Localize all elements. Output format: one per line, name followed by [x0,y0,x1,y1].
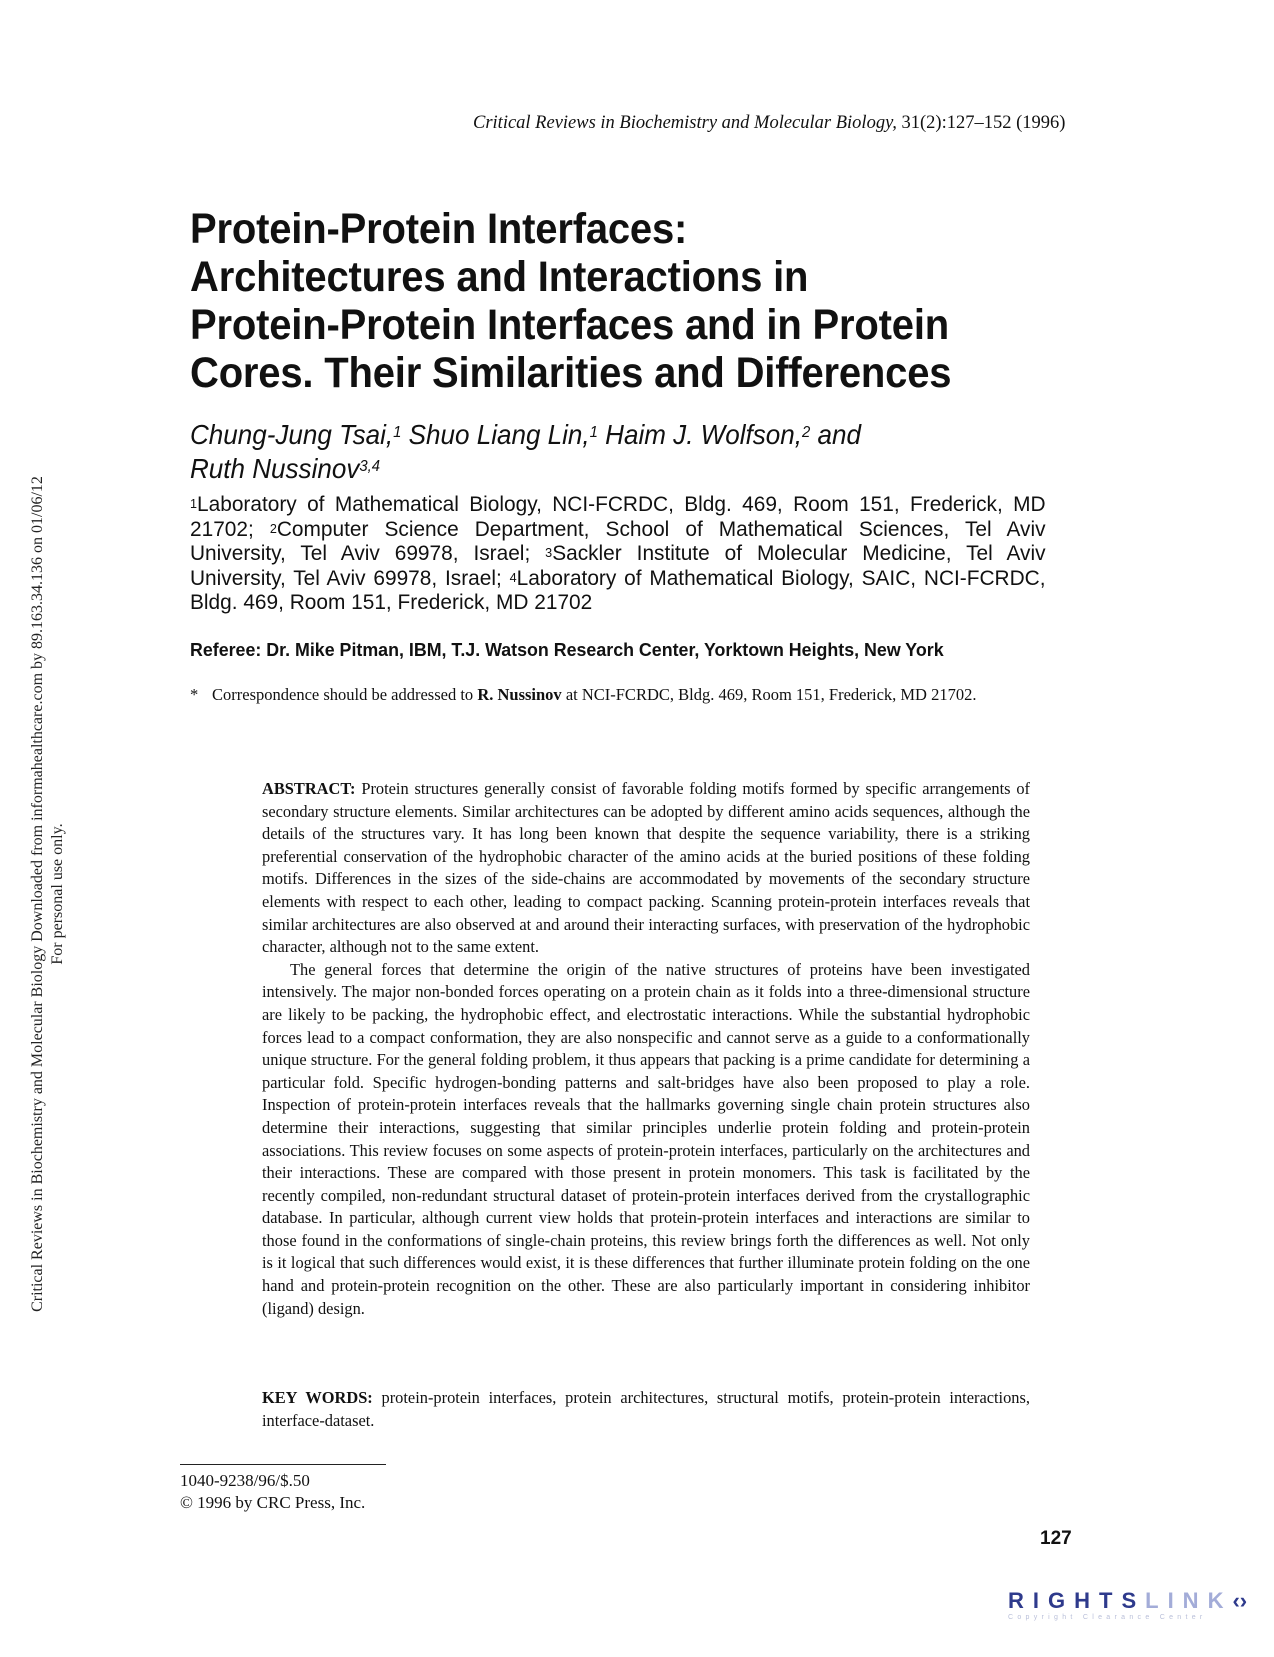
author-affiliation-marker: 3,4 [359,458,381,475]
abstract-paragraph-1 [262,778,1030,959]
footer-divider [180,1464,386,1465]
watermark-line-2: For personal use only. [49,823,66,965]
footer-publication-info [180,1470,365,1514]
article-title [190,205,1027,397]
author-affiliation-marker: 1 [393,424,402,441]
abstract-paragraph-2: The general forces that determine the origin of the native structures of proteins have been investigated intensively. The major non-bonded forces operating on a protein chain as it folds into a three-dimensional structure are likely to be packing, the hydrophobic effect, and electrostatic interactions. While the substantial hydrophobic forces lead to a compact conformation, they are also nonspecific and cannot serve as a guide to a conformationally unique structure. For the general folding problem, it thus appears that packing is a prime candidate for determining a particular fold. Specific hydrogen-bonding patterns and salt-bridges have also been proposed to play a role. Inspection of protein-protein interfaces reveals that the hallmarks governing single chain protein structures also determine their interactions, suggesting that similar principles underlie protein folding and protein-protein associations. This review focuses on some aspects of protein-protein interfaces, particularly on the architectures and their interactions. These are compared with those present in protein monomers. This task is facilitated by the recently compiled, non-redundant structural dataset of protein-protein interfaces derived from the crystallographic database. In particular, although current view holds that protein-protein interfaces and interactions are similar to those found in the conformations of single-chain proteins, this review brings forth the differences as well. Not only is it logical that such differences would exist, it is these differences that further illuminate protein folding on the one hand and protein-protein recognition on the other. These are also particularly important in considering inhibitor (ligand) design. [262,959,1030,1318]
title-line: Cores. Their Similarities and Differences [190,349,952,397]
affiliation-marker: 2 [269,520,277,536]
affiliation-text: Computer Science Department, School of Mathematical Sciences, Tel Aviv University, Tel Aviv 69978, Israel; [190,516,1046,565]
abstract-text: Protein structures generally consist of favorable folding motifs formed by specific arrangements of secondary structure elements. Similar architectures can be adopted by different amino acids sequences, although the details of the structures vary. It has long been known that despite the sequence variability, there is a striking preferential conservation of the hydrophobic character of the amino acids at the buried positions of these folding motifs. Differences in the sizes of the side-chains are accommodated by movements of the secondary structure elements with respect to each other, leading to compact packing. Scanning protein-protein interfaces reveals that similar architectures are also observed at and around their interacting surfaces, with preservation of the hydrophobic character, although not to the same extent. [262,779,1030,957]
affiliation-text: Laboratory of Mathematical Biology, SAIC, NCI-FCRDC, Bldg. 469, Room 151, Frederick, MD 21702 [190,565,1046,614]
affiliation-marker: 3 [545,545,553,560]
rightslink-wordmark [1008,1588,1248,1614]
title-line: Protein-Protein Interfaces and in Protein [190,301,949,349]
rightslink-logo[interactable] [1008,1588,1248,1630]
rightslink-part-2: LINK [1145,1588,1233,1613]
keywords [262,1387,1030,1432]
author-list [190,418,1027,486]
title-line: Architectures and Interactions in [190,253,809,301]
journal-name: Critical Reviews in Biochemistry and Molecular Biology, [473,113,897,133]
citation: 31(2):127–152 (1996) [896,113,1066,133]
correspondence-note [190,684,1040,706]
footnote-marker: * [190,685,199,704]
correspondence-prefix: Correspondence should be addressed to [212,685,478,704]
affiliation-marker: 4 [509,569,517,585]
keywords-label: KEY WORDS: [262,1388,373,1407]
page-number: 127 [1040,1528,1072,1549]
correspondence-name: R. Nussinov [477,685,562,704]
issn-code: 1040-9238/96/$.50 [180,1471,310,1490]
affiliations [190,492,1046,615]
correspondence-suffix: at NCI-FCRDC, Bldg. 469, Room 151, Frederick, MD 21702. [561,685,977,704]
copyright-notice: © 1996 by CRC Press, Inc. [180,1493,366,1512]
affiliation-text: Laboratory of Mathematical Biology, NCI-FCRDC, Bldg. 469, Room 151, Frederick, MD 21702; [190,492,1046,541]
author-conjunction: and [810,419,861,450]
watermark-line-1: Critical Reviews in Biochemistry and Molecular Biology Downloaded from informahealthcare.com by 89.163.34.136 on 01/06/12 [29,476,46,1312]
author-affiliation-marker: 2 [801,424,811,441]
download-watermark [28,454,76,1334]
referee-line: Referee: Dr. Mike Pitman, IBM, T.J. Watson Research Center, Yorktown Heights, New York [190,640,944,660]
author-name: Chung-Jung Tsai, [190,419,394,450]
title-line: Protein-Protein Interfaces: [190,205,688,253]
author-name: Ruth Nussinov [190,453,360,484]
author-name: Haim J. Wolfson, [597,419,802,450]
keywords-text: protein-protein interfaces, protein architectures, structural motifs, protein-protein interactions, interface-dataset. [262,1388,1030,1430]
affiliation-text: Sackler Institute of Molecular Medicine, Tel Aviv University, Tel Aviv 69978, Israel; [190,541,1046,590]
author-name: Shuo Liang Lin, [401,419,590,450]
running-header [473,113,1093,134]
rightslink-subtitle: Copyright Clearance Center [1008,1614,1207,1621]
affiliation-marker: 1 [190,496,198,511]
chevron-arrows-icon: ‹› [1232,1588,1248,1613]
abstract-label: ABSTRACT: [262,779,356,798]
abstract [262,778,1030,1320]
author-affiliation-marker: 1 [589,424,598,441]
rightslink-part-1: RIGHTS [1008,1588,1146,1613]
